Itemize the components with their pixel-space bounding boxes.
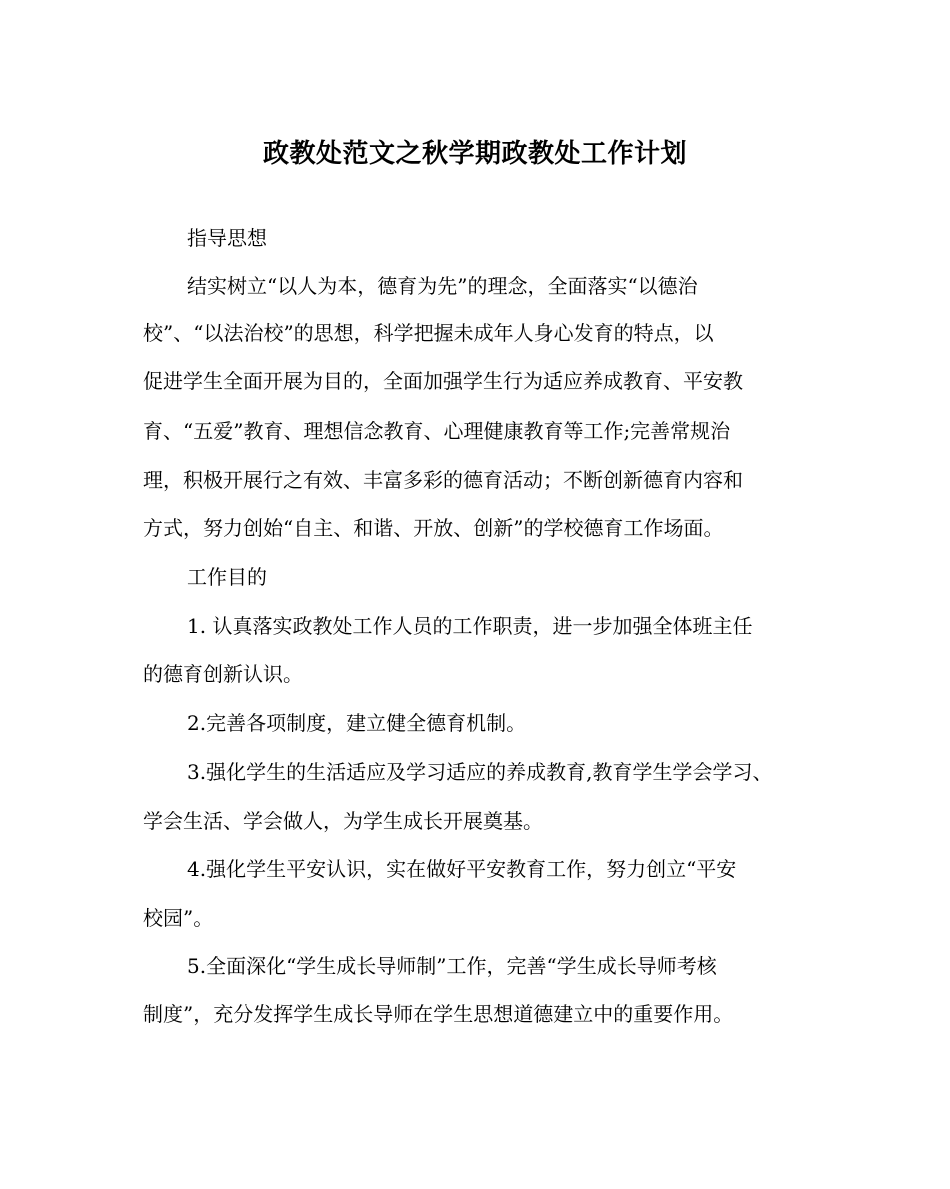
paragraph-line: 理，积极开展行之有效、丰富多彩的德育活动；不断创新德育内容和 bbox=[143, 468, 743, 492]
list-item-line: 1. 认真落实政教处工作人员的工作职责，进一步加强全体班主任 bbox=[187, 614, 753, 638]
list-item-line: 4.强化学生平安认识，实在做好平安教育工作，努力创立“平安 bbox=[187, 857, 737, 881]
list-item-line: 5.全面深化“学生成长导师制”工作，完善“学生成长导师考核 bbox=[187, 954, 717, 978]
paragraph-line: 结实树立“以人为本，德育为先”的理念，全面落实“以德治 bbox=[187, 274, 698, 298]
section-heading-guiding-ideology: 指导思想 bbox=[187, 226, 267, 250]
paragraph-line: 方式，努力创始“自主、和谐、开放、创新”的学校德育工作场面。 bbox=[143, 516, 724, 540]
list-item-line: 的德育创新认识。 bbox=[143, 662, 303, 686]
section-heading-work-goals: 工作目的 bbox=[187, 565, 267, 589]
document-title: 政教处范文之秋学期政教处工作计划 bbox=[262, 139, 687, 169]
paragraph-line: 校”、“以法治校”的思想，科学把握未成年人身心发育的特点，以 bbox=[143, 321, 714, 345]
list-item-line: 校园”。 bbox=[143, 906, 214, 930]
list-item-line: 制度”，充分发挥学生成长导师在学生思想道德建立中的重要作用。 bbox=[143, 1002, 734, 1026]
list-item-line: 3.强化学生的生活适应及学习适应的养成教育,教育学生学会学习、 bbox=[187, 760, 773, 784]
list-item-line: 2.完善各项制度，建立健全德育机制。 bbox=[187, 711, 527, 735]
paragraph-line: 育、“五爱”教育、理想信念教育、心理健康教育等工作;完善常规治 bbox=[143, 419, 731, 443]
paragraph-line: 促进学生全面开展为目的，全面加强学生行为适应养成教育、平安教 bbox=[143, 369, 743, 393]
list-item-line: 学会生活、学会做人，为学生成长开展奠基。 bbox=[143, 809, 543, 833]
